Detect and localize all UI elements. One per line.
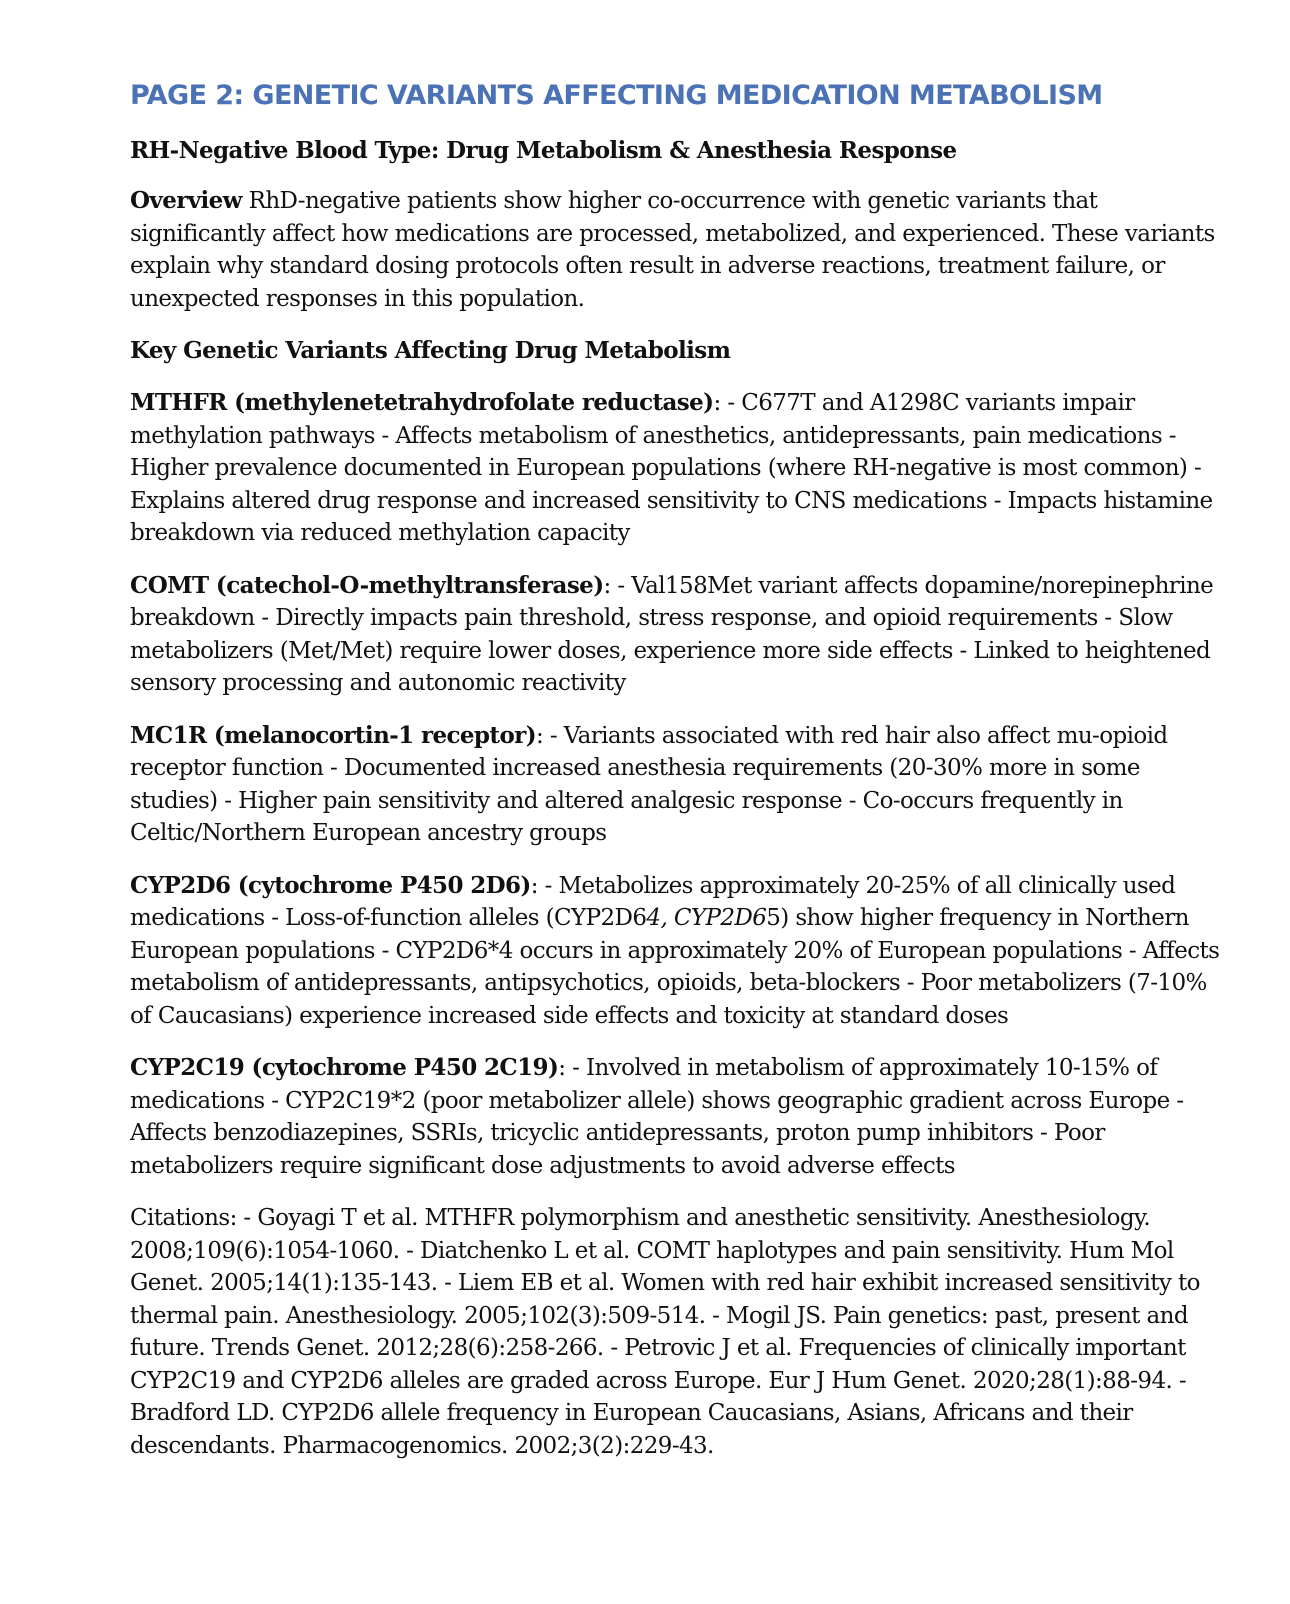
- variant-mc1r: [130, 720, 1230, 850]
- citations: Citations: - Goyagi T et al. MTHFR polymorphism and anesthetic sensitivity. Anesthesiology. 2008;109(6):1054-1060. - Diatchenko L et al. COMT haplotypes and pain sensitivity. Hum Mol Genet. 2005;14(1):135-143. - Liem EB et al. Women with red hair exhibit increased sensitivity to thermal pain. Anesthesiology. 2005;102(3):509-514. - Mogil JS. Pain genetics: past, present and future. Trends Genet. 2012;28(6):258-266. - Petrovic J et al. Frequencies of clinically important CYP2C19 and CYP2D6 alleles are graded across Europe. Eur J Hum Genet. 2020;28(1):88-94. - Bradford LD. CYP2D6 allele frequency in European Caucasians, Asians, Africans and their descendants. Pharmacogenomics. 2002;3(2):229-43.: [130, 1205, 1200, 1459]
- variant-text-italic: 4, CYP2D6: [646, 905, 767, 931]
- overview-label: Overview: [130, 187, 242, 214]
- variant-text: : - Involved in metabolism of approximately 10-15% of medications - CYP2C19*2 (poor metabolizer allele) shows geographic gradient across Europe - Affects benzodiazepines, SSRIs, tricyclic antidepressants, proton pump inhibitors - Poor metabolizers require significant dose adjustments to avoid adverse effects: [130, 1055, 1184, 1179]
- variant-text: : - Variants associated with red hair also affect mu-opioid receptor function - Documented increased anesthesia requirements (20-30% more in some studies) - Higher pain sensitivity and altered analgesic response - Co-occurs frequently in Celtic/Northern European ancestry groups: [130, 722, 1168, 846]
- variant-text: : - Metabolizes approximately 20-25% of all clinically used medications - Loss-of-function alleles (CYP2D6: [130, 872, 1176, 931]
- document-page: [130, 78, 1230, 1482]
- variant-name: MC1R (melanocortin-1 receptor): [130, 721, 536, 749]
- overview-paragraph: [130, 185, 1230, 315]
- overview-text: RhD-negative patients show higher co-occurrence with genetic variants that significantly affect how medications are processed, metabolized, and experienced. These variants explain why standard dosing protocols often result in adverse reactions, treatment failure, or unexpected responses in this population.: [130, 188, 1215, 312]
- variant-cyp2d6: [130, 870, 1230, 1033]
- variant-name: CYP2D6 (cytochrome P450 2D6): [130, 871, 531, 899]
- variant-mthfr: [130, 387, 1230, 550]
- variant-text: : - C677T and A1298C variants impair methylation pathways - Affects metabolism of anesthetics, antidepressants, pain medications - Higher prevalence documented in European populations (where RH-negative is most common) - Explains altered drug response and increased sensitivity to CNS medications - Impacts histamine breakdown via reduced methylation capacity: [130, 390, 1213, 546]
- document-subtitle: RH-Negative Blood Type: Drug Metabolism & Anesthesia Response: [130, 137, 957, 164]
- variant-name: COMT (catechol-O-methyltransferase): [130, 571, 604, 599]
- page-title: PAGE 2: GENETIC VARIANTS AFFECTING MEDICATION METABOLISM: [130, 80, 1103, 111]
- variant-text-continued: 5) show higher frequency in Northern European populations - CYP2D6*4 occurs in approximately 20% of European populations - Affects metabolism of antidepressants, antipsychotics, opioids, beta-blockers - Poor metabolizers (7-10% of Caucasians) experience increased side effects and toxicity at standard doses: [130, 905, 1220, 1029]
- variant-comt: [130, 570, 1230, 700]
- variant-text: : - Val158Met variant affects dopamine/norepinephrine breakdown - Directly impacts pain threshold, stress response, and opioid requirements - Slow metabolizers (Met/Met) require lower doses, experience more side effects - Linked to heightened sensory processing and autonomic reactivity: [130, 572, 1214, 696]
- variant-cyp2c19: [130, 1052, 1230, 1182]
- variant-name: MTHFR (methylenetetrahydrofolate reductase): [130, 389, 714, 416]
- key-variants-heading: Key Genetic Variants Affecting Drug Metabolism: [130, 337, 731, 364]
- variant-name: CYP2C19 (cytochrome P450 2C19): [130, 1054, 559, 1081]
